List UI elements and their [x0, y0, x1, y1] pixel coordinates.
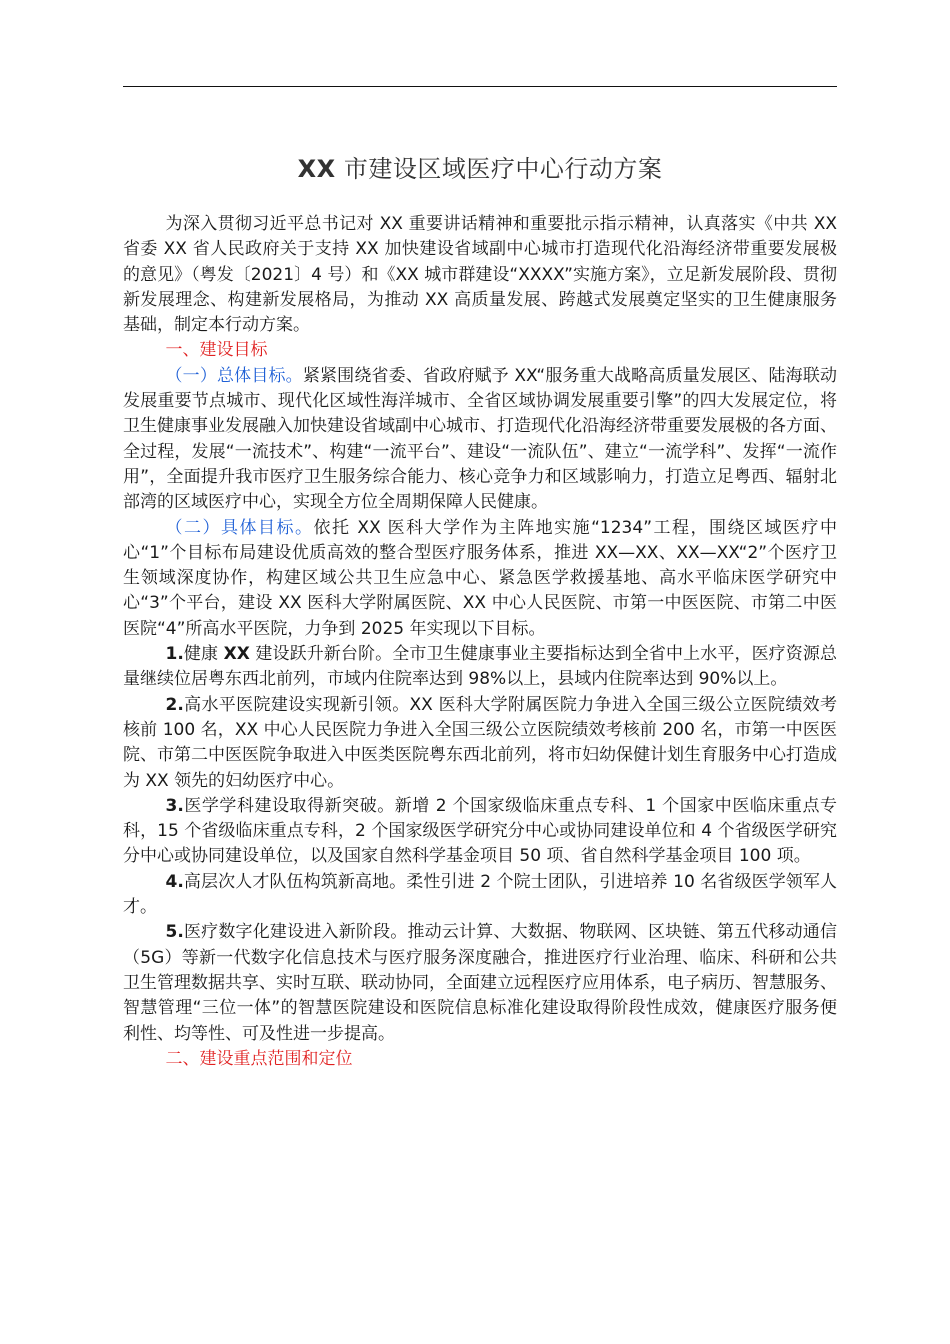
overall-goal-text: 紧紧围绕省委、省政府赋予 XX“服务重大战略高质量发展区、陆海联动发展重要节点城市、现代化区域性海洋城市、全省区域协调发展重要引擎”的四大发展定位，将卫生健康事业发展融入加快建设省域副中心城市、打造现代化沿海经济带重要发展极的各方面、全过程，发展“一流技术”、构建“一流平台”、建设“一流队伍”、建立“一流学科”、发挥“一流作用”，全面提升我市医疗卫生服务综合能力、核心竞争力和区域影响力，打造立足粤西、辐射北部湾的区域医疗中心，实现全方位全周期保障人民健康。 — [123, 365, 838, 513]
item-number: 5. — [165, 922, 184, 943]
item-body: 全市卫生健康事业主要指标达到全省中上水平，医疗资源总量继续位居粤东西北前列，市域内住院率达到 98%以上，县域内住院率达到 90%以上。 — [123, 644, 838, 690]
subheading-overall-goal: （一）总体目标。 — [165, 365, 303, 386]
title-rest: 市建设区域医疗中心行动方案 — [335, 155, 663, 183]
item-body: 推动云计算、大数据、物联网、区块链、第五代移动通信（5G）等新一代数字化信息技术与医疗服务深度融合，推进医疗行业治理、临床、科研和公共卫生管理数据共享、实时互联、联动协同，全面建立远程医疗应用体系，电子病历、智慧服务、智慧管理“三位一体”的智慧医院建设和医院信息标准化建设取得阶段性成效，健康医疗服务便利性、均等性、可及性进一步提高。 — [123, 922, 838, 1044]
intro-paragraph: 为深入贯彻习近平总书记对 XX 重要讲话精神和重要批示指示精神，认真落实《中共 XX 省委 XX 省人民政府关于支持 XX 加快建设省域副中心城市打造现代化沿海经济带重要发展极的意见》（粤发〔2021〕4 号）和《XX 城市群建设“XXXX”实施方案》，立足新发展阶段、贯彻新发展理念、构建新发展格局，为推动 XX 高质量发展、跨越式发展奠定坚实的卫生健康服务基础，制定本行动方案。 — [123, 214, 837, 336]
goal-item-3 — [123, 794, 837, 870]
section-heading-scope: 二、建设重点范围和定位 — [165, 1048, 353, 1069]
section-heading-goals: 一、建设目标 — [165, 340, 268, 361]
goal-item-4 — [123, 870, 837, 921]
item-body: 新增 2 个国家级临床重点专科、1 个国家中医临床重点专科，15 个省级临床重点专科，2 个国家级医学研究分中心或协同建设单位和 4 个省级医学研究分中心或协同建设单位，以及国家自然科学基金项目 50 项、省自然科学基金项目 100 项。 — [123, 795, 838, 867]
item-number: 4. — [165, 871, 184, 892]
item-body: XX 医科大学附属医院力争进入全国三级公立医院绩效考核前 100 名，XX 中心人民医院力争进入全国三级公立医院绩效考核前 200 名，市第一中医医院、市第二中医医院争取进入中医类医院粤东西北前列，将市妇幼保健计划生育服务中心打造成为 XX 领先的妇幼医疗中心。 — [123, 694, 837, 791]
item-title: 医学学科建设取得新突破。 — [183, 795, 395, 816]
item-number: 3. — [165, 795, 184, 816]
document-title — [123, 153, 837, 185]
item-title-xx: XX — [223, 644, 250, 665]
title-prefix: XX — [297, 155, 336, 183]
item-number: 2. — [165, 694, 184, 715]
specific-goal-text: 依托 XX 医科大学作为主阵地实施“1234”工程，围绕区域医疗中心“1”个目标布局建设优质高效的整合型医疗服务体系，推进 XX—XX、XX—XX“2”个医疗卫生领域深度协作，构建区域公共卫生应急中心、紧急医学救援基地、高水平临床医学研究中心“3”个平台，建设 XX 医科大学附属医院、XX 中心人民医院、市第一中医医院、市第二中医医院“4”所高水平医院，力争到 2025 年实现以下目标。 — [123, 517, 838, 639]
header-rule — [123, 86, 837, 87]
document-body — [123, 212, 837, 1072]
paragraph-overall-goal — [123, 364, 837, 516]
item-title: 健康 — [183, 644, 224, 665]
item-body: 柔性引进 2 个院士团队，引进培养 10 名省级医学领军人才。 — [123, 871, 838, 918]
subheading-specific-goal: （二）具体目标。 — [165, 517, 314, 538]
goal-item-5 — [123, 920, 837, 1046]
item-number: 1. — [165, 644, 184, 665]
goal-item-1 — [123, 642, 837, 693]
paragraph-specific-goal — [123, 516, 837, 642]
item-title-rest: 建设跃升新台阶。 — [249, 644, 393, 665]
item-title: 高层次人才队伍构筑新高地。 — [183, 871, 407, 892]
goal-item-2 — [123, 693, 837, 794]
item-title: 医疗数字化建设进入新阶段。 — [183, 922, 408, 943]
item-title: 高水平医院建设实现新引领。 — [183, 694, 410, 715]
